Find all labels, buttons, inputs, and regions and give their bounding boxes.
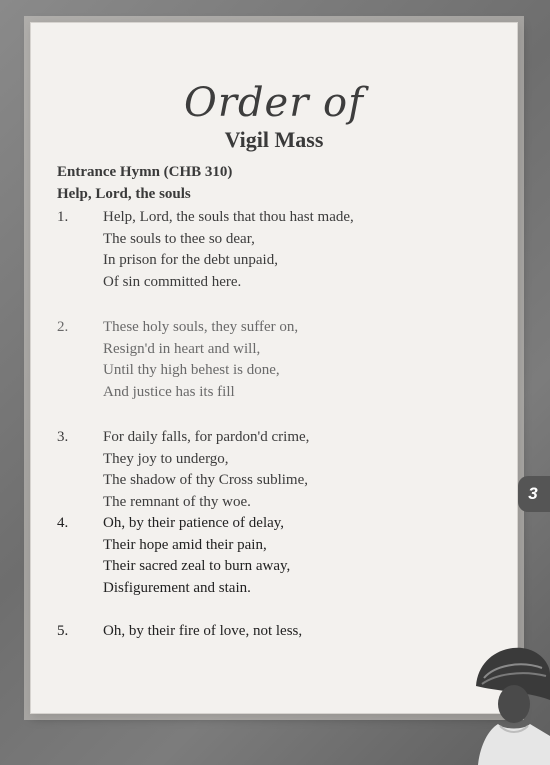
verse-line: Until thy high behest is done, <box>103 362 280 378</box>
verse-line: The souls to thee so dear, <box>103 230 255 247</box>
verse-line: Their hope amid their pain, <box>103 536 267 553</box>
verse-5 <box>57 621 517 643</box>
verse-line: Oh, by their patience of delay, <box>103 515 285 531</box>
verse-line: For daily falls, for pardon'd crime, <box>103 429 310 445</box>
woman-portrait-photo <box>470 630 550 765</box>
verse-line: Help, Lord, the souls that thou hast made, <box>103 209 354 225</box>
verse-1 <box>57 207 517 293</box>
title-script: Order of <box>184 80 364 126</box>
booklet-page <box>30 22 518 714</box>
verse-4 <box>57 513 517 599</box>
verse-line: Of sin committed here. <box>103 273 242 290</box>
verse-line: They joy to undergo, <box>103 450 229 467</box>
verse-line: Their sacred zeal to burn away, <box>103 558 291 574</box>
verse-line: The remnant of thy woe. <box>103 493 251 510</box>
verse-line: These holy souls, they suffer on, <box>103 319 299 335</box>
verse-number: 2. <box>57 319 69 335</box>
verse-3 <box>57 427 517 513</box>
hymn-name: Help, Lord, the souls <box>57 186 191 202</box>
verse-line: Resign'd in heart and will, <box>103 340 261 357</box>
page-number-badge: 3 <box>518 476 550 512</box>
verse-number: 4. <box>57 515 69 531</box>
verse-line: And justice has its fill <box>103 383 235 400</box>
verse-list <box>57 207 517 643</box>
verse-number: 5. <box>57 623 69 639</box>
verse-number: 1. <box>57 209 69 225</box>
verse-line: Oh, by their fire of love, not less, <box>103 623 303 639</box>
hymn-heading: Entrance Hymn (CHB 310) <box>57 164 233 180</box>
title-subtitle: Vigil Mass <box>224 127 324 152</box>
page-header <box>31 81 517 153</box>
verse-2 <box>57 317 517 403</box>
verse-line: In prison for the debt unpaid, <box>103 252 278 268</box>
verse-number: 3. <box>57 429 69 445</box>
verse-line: The shadow of thy Cross sublime, <box>103 472 308 488</box>
verse-line: Disfigurement and stain. <box>103 579 251 596</box>
